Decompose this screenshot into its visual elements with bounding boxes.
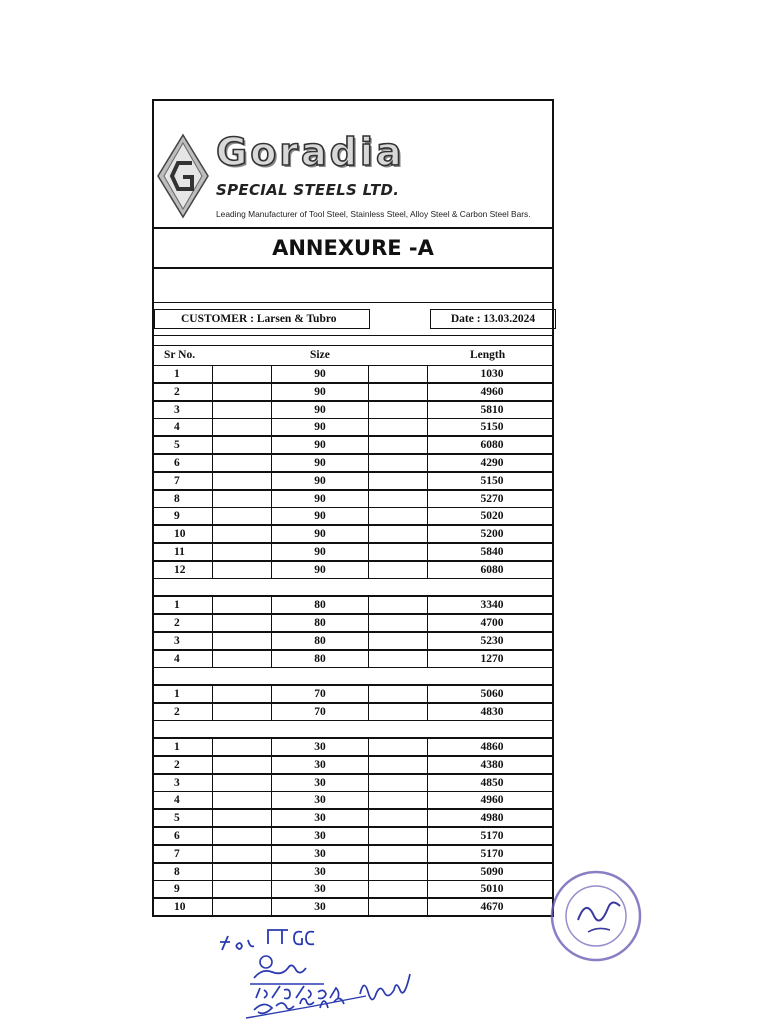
cell-empty — [368, 775, 428, 792]
cell-sr-no: 8 — [174, 865, 180, 878]
cell-size: 90 — [314, 421, 326, 434]
table-row — [154, 401, 552, 419]
cell-length: 5270 — [480, 492, 504, 505]
cell-size: 30 — [314, 865, 326, 878]
cell-length: 4380 — [480, 758, 504, 771]
cell-empty — [368, 597, 428, 614]
cell-length: 5060 — [480, 687, 504, 700]
divider — [154, 335, 552, 336]
cell-empty — [368, 828, 428, 845]
cell-sr-no: 1 — [174, 740, 180, 753]
table-row — [154, 845, 552, 863]
cell-empty — [212, 739, 272, 756]
cell-size: 80 — [314, 652, 326, 665]
cell-length: 4830 — [480, 705, 504, 718]
cell-size: 90 — [314, 474, 326, 487]
cell-length: 5230 — [480, 634, 504, 647]
cell-empty — [212, 792, 272, 809]
cell-empty — [368, 491, 428, 508]
cell-size: 90 — [314, 563, 326, 576]
cell-empty — [212, 704, 272, 721]
blank-band — [154, 269, 552, 303]
table-row — [154, 791, 552, 809]
cell-size: 30 — [314, 740, 326, 753]
cell-sr-no: 1 — [174, 687, 180, 700]
cell-size: 30 — [314, 758, 326, 771]
cell-sr-no: 2 — [174, 385, 180, 398]
table-row — [154, 365, 552, 383]
company-tagline: Leading Manufacturer of Tool Steel, Stainless Steel, Alloy Steel & Carbon Steel Bars. — [216, 209, 531, 219]
cell-length: 5170 — [480, 847, 504, 860]
cell-sr-no: 10 — [174, 528, 186, 541]
cell-empty — [212, 757, 272, 774]
cell-size: 90 — [314, 385, 326, 398]
cell-empty — [212, 419, 272, 436]
table-row — [154, 774, 552, 792]
cell-length: 1270 — [480, 652, 504, 665]
cell-empty — [212, 846, 272, 863]
cell-length: 4850 — [480, 776, 504, 789]
cell-empty — [368, 562, 428, 579]
cell-size: 90 — [314, 457, 326, 469]
cell-empty — [368, 384, 428, 401]
cell-empty — [212, 491, 272, 508]
header-length: Length — [470, 349, 506, 361]
cell-empty — [368, 810, 428, 827]
cell-length: 5170 — [480, 829, 504, 842]
cell-empty — [212, 384, 272, 401]
cell-empty — [212, 810, 272, 827]
cell-sr-no: 1 — [174, 368, 180, 380]
cell-empty — [368, 508, 428, 525]
table-row — [154, 436, 552, 454]
table-row — [154, 880, 552, 898]
cell-length: 5840 — [480, 546, 504, 558]
table-row — [154, 703, 552, 721]
cell-sr-no: 3 — [174, 776, 180, 789]
cell-length: 4700 — [480, 616, 504, 629]
cell-empty — [368, 419, 428, 436]
cell-size: 90 — [314, 546, 326, 558]
group-separator — [154, 579, 552, 597]
cell-length: 5090 — [480, 865, 504, 878]
cell-size: 90 — [314, 403, 326, 416]
table-row — [154, 596, 552, 614]
cell-empty — [368, 633, 428, 650]
table-row — [154, 543, 552, 561]
cell-length: 6080 — [480, 439, 504, 452]
cell-size: 30 — [314, 883, 326, 896]
cell-sr-no: 3 — [174, 403, 180, 416]
cell-empty — [212, 597, 272, 614]
cell-empty — [368, 757, 428, 774]
table-row — [154, 454, 552, 472]
table-row — [154, 650, 552, 668]
cell-sr-no: 5 — [174, 439, 180, 452]
cell-empty — [368, 544, 428, 561]
cell-length: 5020 — [480, 510, 504, 523]
divider — [154, 345, 552, 346]
cell-size: 90 — [314, 439, 326, 452]
cell-length: 5200 — [480, 528, 504, 541]
cell-size: 80 — [314, 616, 326, 629]
cell-sr-no: 12 — [174, 563, 186, 576]
cell-size: 80 — [314, 634, 326, 647]
cell-size: 30 — [314, 901, 326, 914]
cell-size: 30 — [314, 794, 326, 807]
company-logo-icon — [156, 133, 210, 219]
cell-empty — [212, 366, 272, 383]
cell-empty — [212, 686, 272, 703]
cell-length: 5150 — [480, 421, 504, 434]
table-row — [154, 507, 552, 525]
cell-empty — [212, 881, 272, 898]
cell-sr-no: 2 — [174, 705, 180, 718]
cell-length: 5150 — [480, 474, 504, 487]
table-row — [154, 756, 552, 774]
cell-sr-no: 10 — [174, 901, 186, 914]
cell-length: 4960 — [480, 794, 504, 807]
brand-logotype: Goradia — [216, 130, 405, 174]
cell-empty — [368, 615, 428, 632]
cell-sr-no: 4 — [174, 794, 180, 807]
cell-sr-no: 2 — [174, 616, 180, 629]
cell-size: 30 — [314, 812, 326, 825]
table-row — [154, 863, 552, 881]
cell-sr-no: 1 — [174, 599, 180, 612]
cell-length: 5010 — [480, 883, 504, 896]
cell-size: 90 — [314, 492, 326, 505]
cell-size: 80 — [314, 599, 326, 612]
cell-empty — [368, 686, 428, 703]
table-row — [154, 561, 552, 579]
cell-empty — [368, 402, 428, 419]
cell-empty — [212, 828, 272, 845]
cell-size: 90 — [314, 510, 326, 523]
date-box: Date : 13.03.2024 — [430, 309, 556, 329]
table-row — [154, 809, 552, 827]
company-name: SPECIAL STEELS LTD. — [216, 181, 400, 199]
cell-size: 90 — [314, 528, 326, 541]
cell-empty — [212, 544, 272, 561]
table-row — [154, 472, 552, 490]
table-row — [154, 827, 552, 845]
table-row — [154, 685, 552, 703]
cell-length: 5810 — [480, 403, 504, 416]
table-row — [154, 525, 552, 543]
cell-empty — [212, 508, 272, 525]
cell-size: 90 — [314, 368, 326, 380]
cell-sr-no: 9 — [174, 510, 180, 523]
letterhead — [154, 101, 552, 229]
table-row — [154, 490, 552, 508]
cell-size: 30 — [314, 776, 326, 789]
group-separator — [154, 720, 552, 738]
table-row — [154, 383, 552, 401]
cell-empty — [212, 473, 272, 490]
cell-sr-no: 2 — [174, 758, 180, 771]
cell-length: 4980 — [480, 812, 504, 825]
cell-empty — [368, 473, 428, 490]
cell-sr-no: 9 — [174, 883, 180, 896]
cell-length: 3340 — [480, 599, 504, 612]
cell-length: 1030 — [480, 368, 504, 380]
cell-empty — [212, 899, 272, 916]
cell-sr-no: 11 — [174, 546, 185, 558]
cell-sr-no: 7 — [174, 474, 180, 487]
cell-empty — [368, 846, 428, 863]
cell-empty — [212, 651, 272, 668]
cell-empty — [212, 562, 272, 579]
cell-length: 4290 — [480, 457, 504, 469]
cell-empty — [368, 526, 428, 543]
cell-empty — [368, 899, 428, 916]
document-title: ANNEXURE -A — [154, 229, 552, 269]
cell-sr-no: 4 — [174, 421, 180, 434]
table-row — [154, 614, 552, 632]
cell-sr-no: 5 — [174, 812, 180, 825]
cell-empty — [212, 526, 272, 543]
cell-length: 4860 — [480, 740, 504, 753]
handwritten-signature — [210, 918, 430, 1026]
cell-empty — [368, 739, 428, 756]
cell-length: 4960 — [480, 385, 504, 398]
cell-empty — [212, 633, 272, 650]
table-row — [154, 632, 552, 650]
annexure-sheet — [152, 99, 554, 917]
cell-length: 6080 — [480, 563, 504, 576]
cell-empty — [212, 775, 272, 792]
cell-empty — [368, 651, 428, 668]
cell-empty — [368, 704, 428, 721]
header-sr-no: Sr No. — [164, 349, 196, 361]
cell-empty — [212, 615, 272, 632]
header-size: Size — [310, 349, 330, 361]
cell-empty — [368, 455, 428, 472]
table-row — [154, 898, 552, 916]
group-separator — [154, 667, 552, 685]
cell-empty — [368, 366, 428, 383]
cell-sr-no: 7 — [174, 847, 180, 860]
cell-sr-no: 6 — [174, 457, 180, 469]
table-row — [154, 738, 552, 756]
cell-size: 30 — [314, 847, 326, 860]
cell-sr-no: 8 — [174, 492, 180, 505]
cell-sr-no: 6 — [174, 829, 180, 842]
cell-empty — [212, 455, 272, 472]
cell-empty — [212, 864, 272, 881]
cell-length: 4670 — [480, 901, 504, 914]
cell-empty — [368, 792, 428, 809]
cell-sr-no: 4 — [174, 652, 180, 665]
cell-empty — [368, 437, 428, 454]
customer-box: CUSTOMER : Larsen & Tubro — [154, 309, 370, 329]
cell-size: 70 — [314, 687, 326, 700]
cell-empty — [212, 437, 272, 454]
cell-empty — [368, 864, 428, 881]
table-row — [154, 418, 552, 436]
cell-sr-no: 3 — [174, 634, 180, 647]
cell-empty — [368, 881, 428, 898]
company-stamp — [548, 868, 644, 964]
cell-size: 30 — [314, 829, 326, 842]
cell-empty — [212, 402, 272, 419]
table-header — [154, 347, 552, 365]
cell-size: 70 — [314, 705, 326, 718]
